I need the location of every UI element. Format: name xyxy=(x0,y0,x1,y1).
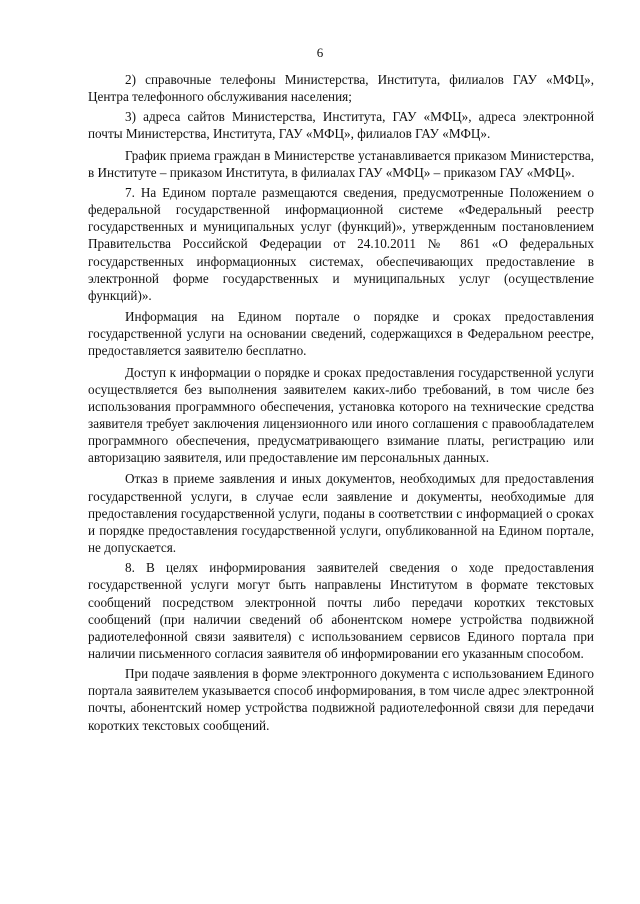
paragraph-portal-info: Информация на Едином портале о порядке и сроках предоставления государственной услуги на основании сведений, содержащихся в Федеральном реестре, предоставляется заявителю бесплатно. xyxy=(88,309,594,359)
paragraph-item-7: 7. На Едином портале размещаются сведения, предусмотренные Положением о федеральной государственной информационной системе «Федеральный реестр государственных и муниципальных услуг (функций)», утвержденным постановлением Правительства Российской Федерации от 24.10.2011 № 861 «О федеральных государственных информационных системах, обеспечивающих предоставление в электронной форме государственных и муниципальных услуг (осуществление функций)». xyxy=(88,184,594,303)
paragraph-schedule: График приема граждан в Министерстве устанавливается приказом Министерства, в Институте – приказом Института, в филиалах ГАУ «МФЦ» – приказом ГАУ «МФЦ». xyxy=(88,147,594,180)
paragraph-access: Доступ к информации о порядке и сроках предоставления государственной услуги осуществляется без выполнения заявителем каких-либо требований, в том числе без использования программного обеспечения, установка которого на технические средства заявителя требует заключения лицензионного или иного соглашения с правообладателем программного обеспечения, предусматривающего взимание платы, регистрацию или авторизацию заявителя, или предоставление им персональных данных. xyxy=(88,364,594,466)
paragraph-phones: 2) справочные телефоны Министерства, Института, филиалов ГАУ «МФЦ», Центра телефонного обслуживания населения; xyxy=(88,72,594,105)
paragraph-electronic-submission: При подаче заявления в форме электронного документа с использованием Единого портала заявителем указывается способ информирования, в том числе адрес электронной почты, абонентский номер устройства подвижной радиотелефонной связи для передачи коротких текстовых сообщений. xyxy=(88,666,594,733)
paragraph-item-8: 8. В целях информирования заявителей сведения о ходе предоставления государственной услуги могут быть направлены Институтом в формате текстовых сообщений посредством электронной почты либо передачи коротких текстовых сообщений (при наличии сведений об абонентском номере устройства подвижной радиотелефонной связи заявителя) с использованием сервисов Единого портала при наличии письменного согласия заявителя об информировании его указанным способом. xyxy=(88,560,594,661)
page-number: 6 xyxy=(316,45,324,60)
paragraph-refusal: Отказ в приеме заявления и иных документов, необходимых для предоставления государственной услуги, в случае если заявление и документы, необходимые для предоставления государственной услуги, поданы в соответствии с информацией о сроках и порядке предоставления государственной услуги, опубликованной на Едином портале, не допускается. xyxy=(88,471,594,556)
paragraph-websites: 3) адреса сайтов Министерства, Института, ГАУ «МФЦ», адреса электронной почты Министерства, Института, ГАУ «МФЦ», филиалов ГАУ «МФЦ». xyxy=(88,109,594,142)
document-body xyxy=(88,71,594,734)
